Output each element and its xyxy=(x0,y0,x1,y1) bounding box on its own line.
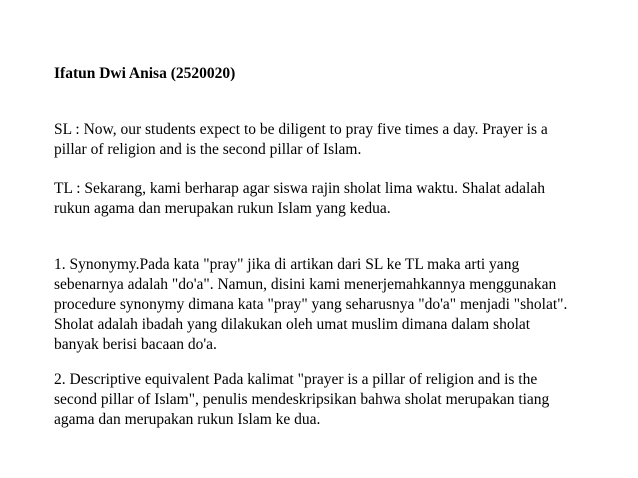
text-line: 1. Synonymy.Pada kata "pray" jika di artikan dari SL ke TL maka arti yang xyxy=(54,256,520,273)
text-line: 2. Descriptive equivalent Pada kalimat "prayer is a pillar of religion and is the xyxy=(54,371,538,388)
source-language-paragraph xyxy=(54,120,614,160)
text-line: agama dan merupakan rukun Islam ke dua. xyxy=(54,411,321,428)
target-language-paragraph xyxy=(54,179,614,219)
text-line: procedure synonymy dimana kata "pray" yang seharusnya "do'a" menjadi "sholat". xyxy=(54,296,568,313)
point-2-descriptive-equivalent xyxy=(54,370,614,430)
text-line: sebenarnya adalah "do'a". Namun, disini kami menerjemahkannya menggunakan xyxy=(54,276,557,293)
text-line: rukun agama dan merupakan rukun Islam yang kedua. xyxy=(54,200,391,217)
title-line: Ifatun Dwi Anisa (2520020) xyxy=(54,65,236,82)
document-title xyxy=(54,64,614,84)
text-line: banyak berisi bacaan do'a. xyxy=(54,336,217,353)
text-line: pillar of religion and is the second pillar of Islam. xyxy=(54,141,362,158)
text-line: TL : Sekarang, kami berharap agar siswa rajin sholat lima waktu. Shalat adalah xyxy=(54,180,545,197)
text-line: SL : Now, our students expect to be diligent to pray five times a day. Prayer is a xyxy=(54,121,548,138)
point-1-synonymy xyxy=(54,255,614,355)
text-line: second pillar of Islam", penulis mendeskripsikan bahwa sholat merupakan tiang xyxy=(54,391,550,408)
text-line: Sholat adalah ibadah yang dilakukan oleh umat muslim dimana dalam sholat xyxy=(54,316,531,333)
